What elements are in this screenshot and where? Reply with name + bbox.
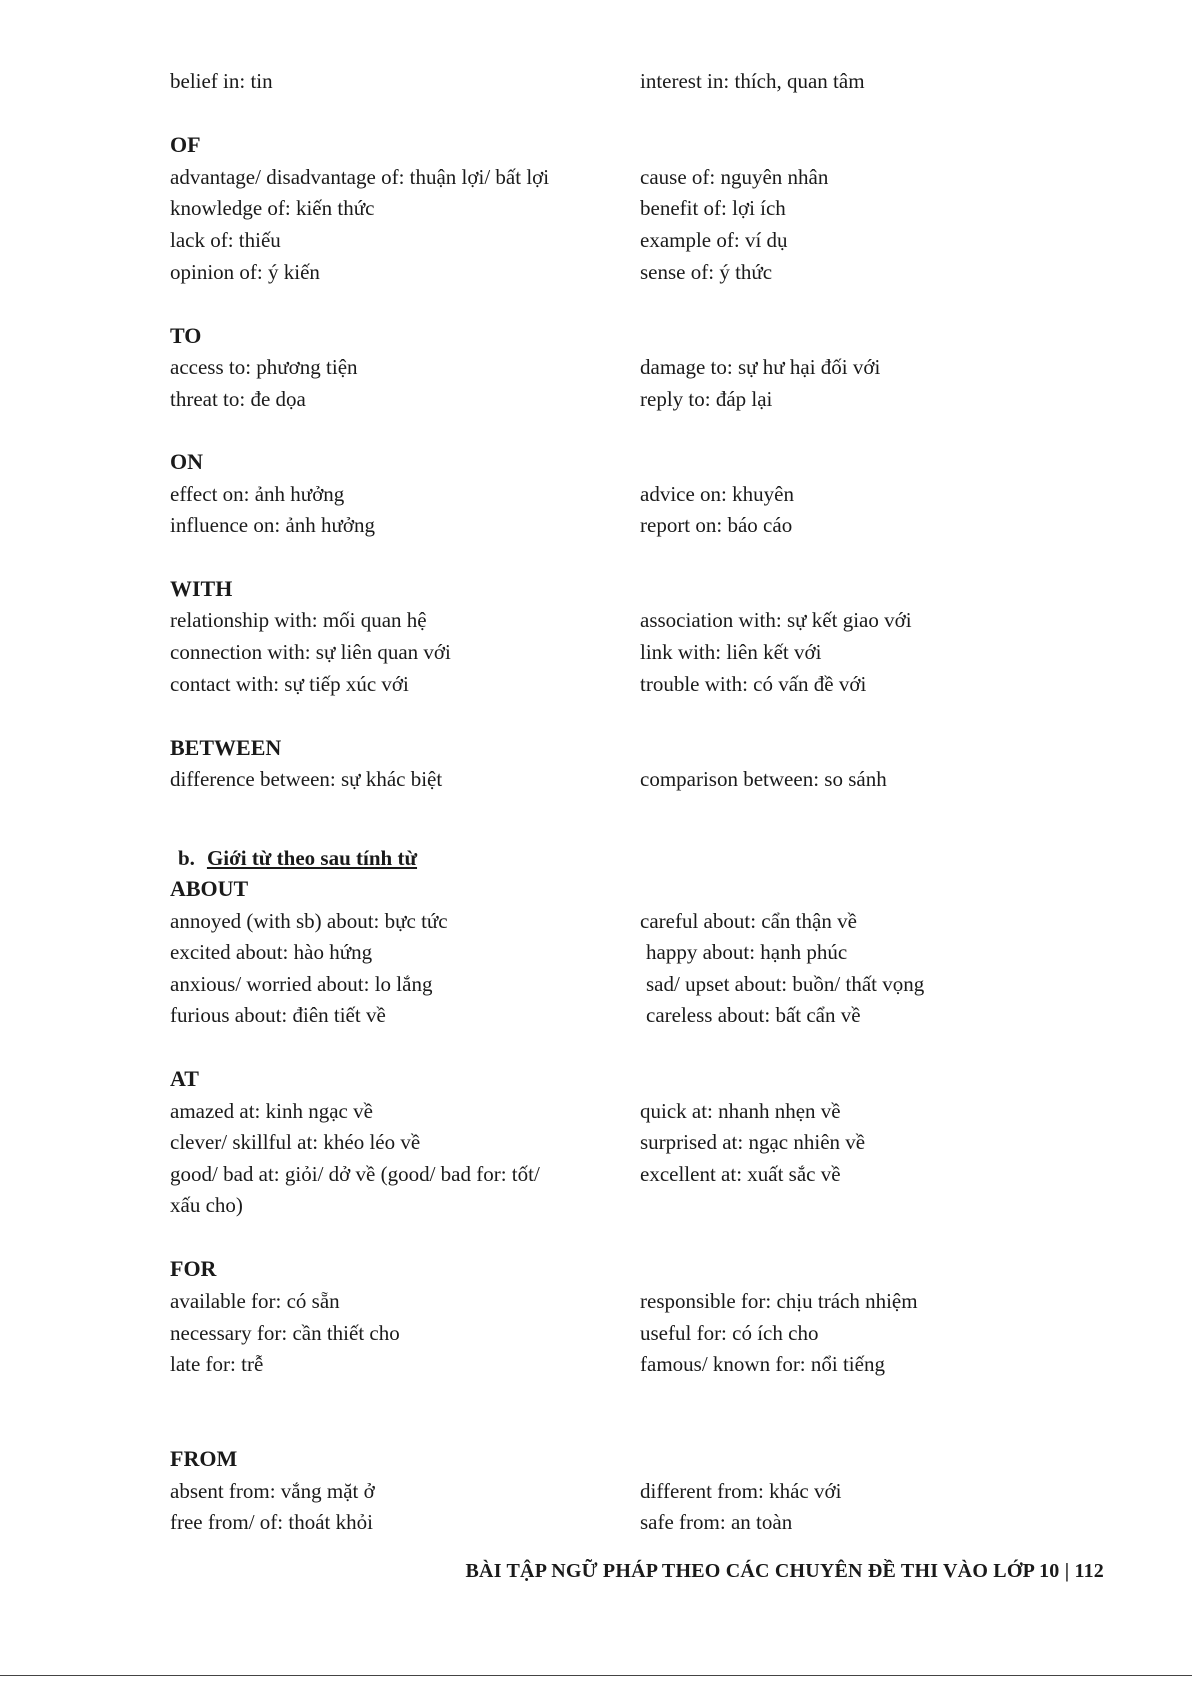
entry-right: careful about: cẩn thận về: [640, 909, 857, 933]
entry-left: free from/ of: thoát khỏi: [170, 1510, 373, 1534]
entry-left: effect on: ảnh hưởng: [170, 482, 345, 506]
section-heading-to: TO: [170, 323, 202, 348]
entry-left: knowledge of: kiến thức: [170, 196, 375, 220]
entry-right: happy about: hạnh phúc: [646, 940, 848, 964]
entry-left: threat to: đe dọa: [170, 387, 306, 411]
entry-left: necessary for: cần thiết cho: [170, 1321, 400, 1345]
entry-right: example of: ví dụ: [640, 228, 788, 252]
entry-right: surprised at: ngạc nhiên về: [640, 1130, 866, 1154]
entry-left: amazed at: kinh ngạc về: [170, 1099, 373, 1123]
entry-right: reply to: đáp lại: [640, 387, 773, 411]
subheading-marker: b.: [178, 846, 195, 870]
entry-left: furious about: điên tiết về: [170, 1003, 386, 1027]
entry-right: different from: khác với: [640, 1479, 842, 1503]
entry-left: advantage/ disadvantage of: thuận lợi/ bất lợi: [170, 165, 550, 189]
entry-left: late for: trễ: [170, 1352, 264, 1376]
entry-left: lack of: thiếu: [170, 228, 281, 252]
entry-right: sense of: ý thức: [640, 260, 773, 284]
section-heading-with: WITH: [170, 576, 233, 601]
entry-left: connection with: sự liên quan với: [170, 640, 451, 664]
entry-left: clever/ skillful at: khéo léo về: [170, 1130, 421, 1154]
entry-right: benefit of: lợi ích: [640, 196, 786, 220]
entry-left: anxious/ worried about: lo lắng: [170, 972, 433, 996]
entry-right: advice on: khuyên: [640, 482, 794, 506]
entry-left: access to: phương tiện: [170, 355, 358, 379]
intro-right: interest in: thích, quan tâm: [640, 69, 865, 93]
entry-left: good/ bad at: giỏi/ dở về (good/ bad for: tốt/: [170, 1162, 540, 1186]
entry-right: trouble with: có vấn đề với: [640, 672, 867, 696]
section-heading-on: ON: [170, 449, 203, 474]
entry-right: link with: liên kết với: [640, 640, 822, 664]
entry-left: relationship with: mối quan hệ: [170, 608, 427, 632]
subheading: [178, 845, 417, 871]
entry-left: difference between: sự khác biệt: [170, 767, 443, 791]
entry-right: famous/ known for: nổi tiếng: [640, 1352, 885, 1376]
entry-right: quick at: nhanh nhẹn về: [640, 1099, 841, 1123]
entry-left: annoyed (with sb) about: bực tức: [170, 909, 448, 933]
subheading-text: Giới từ theo sau tính từ: [206, 846, 418, 870]
entry-right: excellent at: xuất sắc về: [640, 1162, 841, 1186]
entry-right: useful for: có ích cho: [640, 1321, 819, 1345]
section-heading-at: AT: [170, 1066, 199, 1091]
section-heading-from: FROM: [170, 1446, 238, 1471]
bottom-rule: [0, 1675, 1192, 1676]
entry-left: opinion of: ý kiến: [170, 260, 320, 284]
entry-right: responsible for: chịu trách nhiệm: [640, 1289, 918, 1313]
entry-left: available for: có sẵn: [170, 1289, 340, 1313]
page-footer: BÀI TẬP NGỮ PHÁP THEO CÁC CHUYÊN ĐỀ THI VÀO LỚP 10 | 112: [465, 1560, 1104, 1582]
entry-right: report on: báo cáo: [640, 513, 793, 537]
entry-right: comparison between: so sánh: [640, 767, 887, 791]
entry-left: contact with: sự tiếp xúc với: [170, 672, 409, 696]
entry-right: association with: sự kết giao với: [640, 608, 912, 632]
entry-left-continued: xấu cho): [170, 1193, 243, 1217]
section-heading-of: OF: [170, 132, 201, 157]
entry-left: absent from: vắng mặt ở: [170, 1479, 375, 1503]
entry-right: safe from: an toàn: [640, 1510, 793, 1534]
section-heading-between: BETWEEN: [170, 735, 282, 760]
entry-right: cause of: nguyên nhân: [640, 165, 829, 189]
entry-right: careless about: bất cẩn về: [646, 1003, 861, 1027]
intro-left: belief in: tin: [170, 69, 273, 93]
entry-right: sad/ upset about: buồn/ thất vọng: [646, 972, 925, 996]
section-heading-for: FOR: [170, 1256, 217, 1281]
entry-left: influence on: ảnh hưởng: [170, 513, 376, 537]
section-heading-about: ABOUT: [170, 876, 249, 901]
entry-right: damage to: sự hư hại đối với: [640, 355, 881, 379]
entry-left: excited about: hào hứng: [170, 940, 373, 964]
